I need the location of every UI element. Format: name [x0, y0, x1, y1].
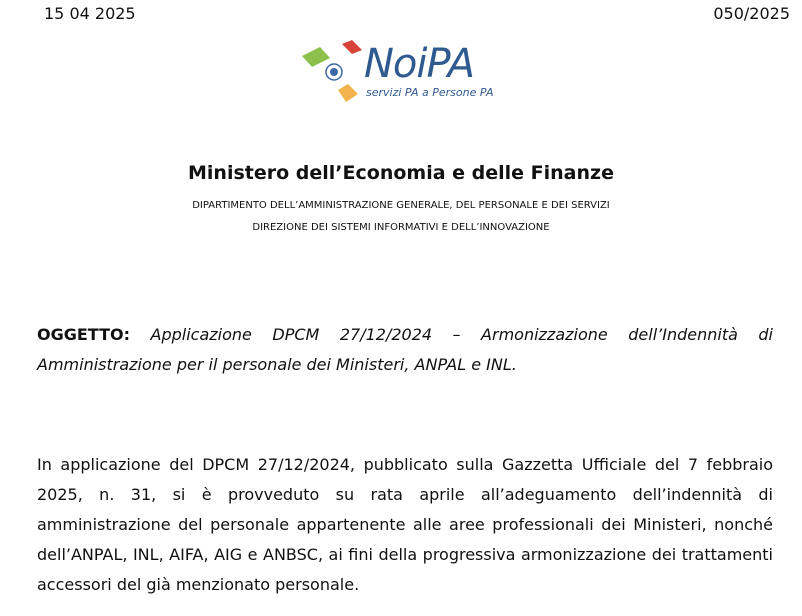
- ministry-name: Ministero dell’Economia e delle Finanze: [188, 162, 614, 184]
- noipa-wordmark: NoiPA: [364, 41, 474, 87]
- noipa-tagline: servizi PA a Persone PA: [366, 86, 494, 99]
- document-date: 15 04 2025: [44, 4, 136, 23]
- body-paragraph: In applicazione del DPCM 27/12/2024, pubblicato sulla Gazzetta Ufficiale del 7 febbraio 2025, n. 31, si è provveduto su rata aprile all’adeguamento dell’indennità di amministrazione del personale appartenente alle aree professionali dei Ministeri, nonché dell’ANPAL, INL, AIFA, AIG e ANBSC, ai fini della progressiva armonizzazione dei trattamenti accessori del già menzionato personale.: [37, 455, 773, 594]
- noipa-logo-mark-icon: [300, 40, 366, 108]
- direction-name: DIREZIONE DEI SISTEMI INFORMATIVI E DELL’INNOVAZIONE: [252, 222, 550, 233]
- noipa-logo: [300, 40, 515, 108]
- subject-text: Applicazione DPCM 27/12/2024 – Armonizzazione dell’Indennità di Amministrazione per il personale dei Ministeri, ANPAL e INL.: [37, 325, 773, 374]
- protocol-number: 050/2025: [713, 4, 790, 23]
- subject-block: [37, 320, 773, 380]
- subject-label: OGGETTO:: [37, 325, 130, 344]
- department-name: DIPARTIMENTO DELL’AMMINISTRAZIONE GENERALE, DEL PERSONALE E DEI SERVIZI: [192, 200, 610, 211]
